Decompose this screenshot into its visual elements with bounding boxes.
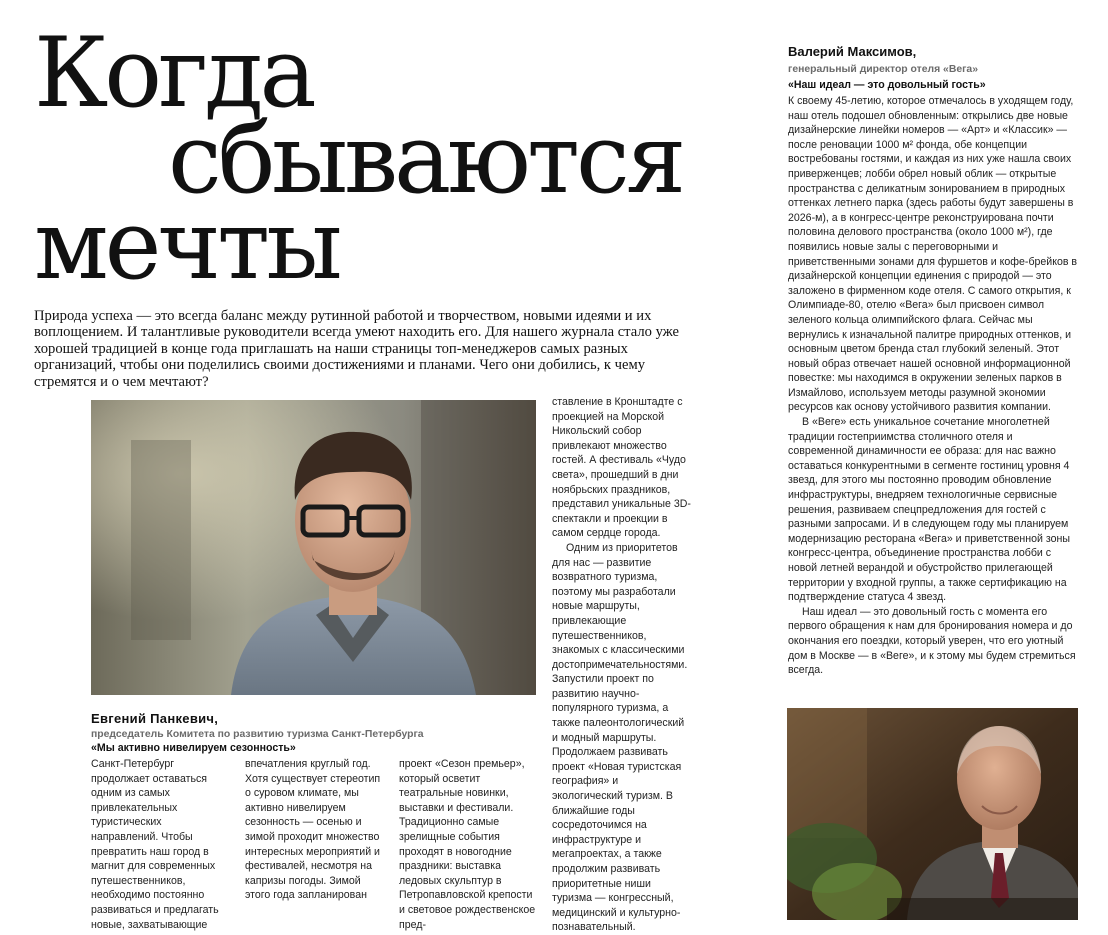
left-article-col1-text: Санкт-Петербург продолжает оставаться одним из самых привлекательных туристических направлений. Чтобы превратить наш город в магнит для современных путешественников, необходимо постоянно развиваться и предлагать новые, захватывающие bbox=[91, 758, 219, 931]
headline-line-1: Когда bbox=[34, 17, 313, 129]
right-article-p2: В «Веге» есть уникальное сочетание многолетней традиции гостеприимства столичного отеля и современной динамичности ее образа: для нас важно оставаться конкурентными в сегменте гостиниц уровня 4 звезд, для этого мы постоянно проводим обновление инфраструктуры, внедряем технологичные сервисные решения, развиваем спецпредложения для гостей с разными запросами. И в следующем году мы планируем модернизацию ресторана «Вега» и приветственной зоны конгресс-центра, объединение пространства лобби с новой летней верандой и обустройство прилегающей территории у входной группы, а также сертификацию на подтверждение статуса 4 звезд. bbox=[788, 416, 1070, 604]
left-profile-quote: «Мы активно нивелируем сезонность» bbox=[91, 742, 296, 754]
right-article-p3: Наш идеал — это довольный гость с момента его первого обращения к нам для бронирования номера и до окончания его поездки, который уверен, что его уютный дом в Москве — в «Веге», и к этому мы будем стремиться всегда. bbox=[788, 605, 1076, 677]
headline-line-3: мечты bbox=[34, 189, 339, 301]
lead-paragraph: Природа успеха — это всегда баланс между рутинной работой и творчеством, новыми идеями и их воплощением. И талантливые руководители всегда умеют находить его. Для нашего журнала стало уже хорошей традицией в конце года приглашать на наши страницы топ-менеджеров самых разных организаций, чтобы они поделились своими достижениями и планами. Чего они добились, к чему стремятся и о чем мечтают? bbox=[34, 308, 680, 390]
right-article-column bbox=[788, 94, 1078, 678]
left-article-column-4 bbox=[552, 395, 692, 935]
left-article-col3-text: проект «Сезон премьер», который осветит театральные новинки, выставки и фестивали. Традиционно самые зрелищные события проходят в новогодние праздники: выставка ледовых скульптур в Петропавловской крепости и световое рождественское пред- bbox=[399, 758, 536, 931]
left-profile-role: председатель Комитета по развитию туризма Санкт-Петербурга bbox=[91, 729, 424, 740]
right-profile-name: Валерий Максимов, bbox=[788, 44, 917, 59]
left-article-column-1 bbox=[91, 757, 229, 932]
right-profile-quote: «Наш идеал — это довольный гость» bbox=[788, 79, 986, 91]
portrait-photo-pankevich bbox=[91, 400, 536, 695]
left-article-column-2 bbox=[245, 757, 383, 903]
headline-line-2: сбываются bbox=[168, 103, 683, 215]
left-article-col4-p1: ставление в Кронштадте с проекцией на Морской Никольский собор привлекают множество гостей. А фестиваль «Чудо света», прошедший в дни ноябрьских праздников, представил уникальные 3D-спектакли и проекции в самом сердце города. bbox=[552, 396, 691, 540]
right-profile-role: генеральный директор отеля «Вега» bbox=[788, 64, 978, 75]
portrait-photo-maksimov bbox=[787, 708, 1078, 920]
left-article-col4-p2: Одним из приоритетов для нас — развитие возвратного туризма, поэтому мы разработали новые маршруты, привлекающие путешественников, знакомых с классическими достопримечательностями. Запустили проект по развитию научно-популярного туризма, а также палеонтологический и модный маршруты. Продолжаем развивать проект «Новая туристская география» и экологический туризм. В ближайшие годы сосредоточимся на инфраструктуре и мегапроектах, а также продолжим развивать приоритетные ниши туризма — конгрессный, медицинский и культурно-познавательный. bbox=[552, 541, 688, 934]
headline bbox=[34, 17, 683, 301]
left-article-column-3 bbox=[399, 757, 537, 932]
left-article-col2-text: впечатления круглый год. Хотя существует стереотип о суровом климате, мы активно нивелируем сезонность — осенью и зимой проходит множество интересных мероприятий и фестивалей, несмотря на капризы погоды. Зимой этого года запланирован bbox=[245, 758, 381, 902]
left-profile-name: Евгений Панкевич, bbox=[91, 711, 219, 726]
right-article-p1: К своему 45-летию, которое отмечалось в уходящем году, наш отель подошел обновленным: открылись две новые дизайнерские линейки номеров — «Арт» и «Классик» — после реновации 1000 м² фонда, обе концепции востребованы гостями, и каждая из них уже нашла своих приверженцев; лобби обрел новый облик — открытые пространства с деликатным зонированием в природных оттенках летнего парка (здесь работы будут завершены в 2026-м), а в конгресс-центре реконструирована почти половина делового пространства (около 1000 м²), где появились новые залы с переговорными и приветственными зонами для фуршетов и кофе-брейков в дизайнерской концепции единения с природой — это заложено в фирменном коде отеля. С самого открытия, к Олимпиаде-80, отелю «Вега» был присвоен символ зеленого кольца олимпийского флага. Сейчас мы вернулись к изначальной палитре природных оттенков, и основным цветом бренда стал глубокий зеленый. Этот новый образ отвечает нашей основной информационной повестке: мы находимся в окружении зеленых парков в Измайлово, используем методы разумной экономии ресурсов как основу устойчивого развития компании. bbox=[788, 95, 1078, 414]
